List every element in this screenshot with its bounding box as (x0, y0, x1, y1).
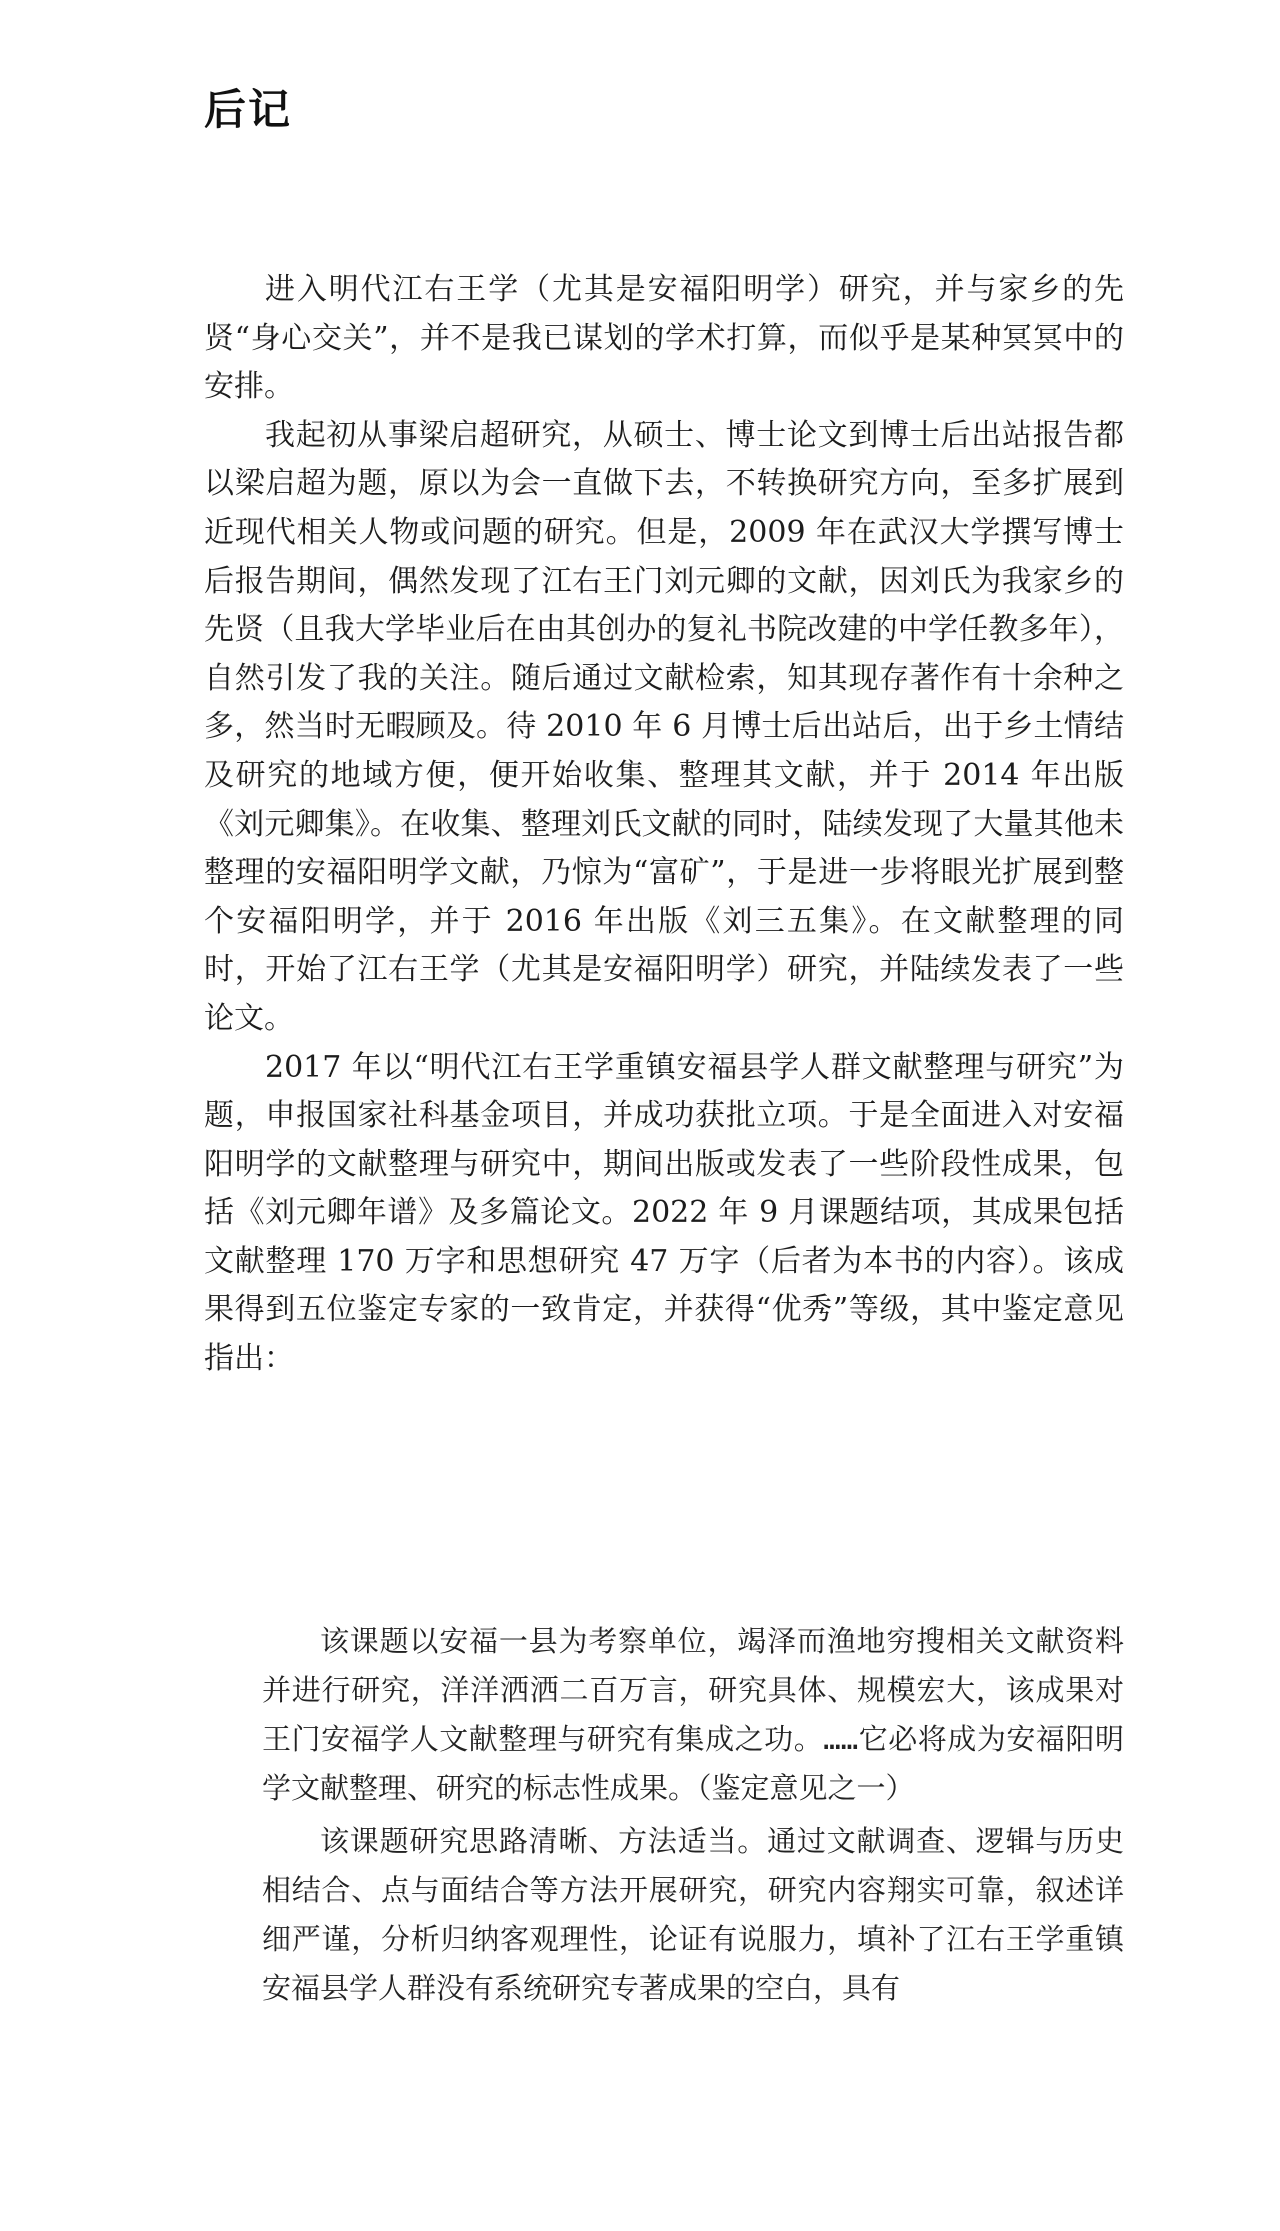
paragraph: 2017 年以“明代江右王学重镇安福县学人群文献整理与研究”为题，申报国家社科基金项目，并成功获批立项。于是全面进入对安福阳明学的文献整理与研究中，期间出版或发表了一些阶段性成果，包括《刘元卿年谱》及多篇论文。2022 年 9 月课题结项，其成果包括文献整理 170 万字和思想研究 47 万字（后者为本书的内容）。该成果得到五位鉴定专家的一致肯定，并获得“优秀”等级，其中鉴定意见指出： (204, 1049, 1124, 1377)
paragraph: 进入明代江右王学（尤其是安福阳明学）研究，并与家乡的先贤“身心交关”，并不是我已谋划的学术打算，而似乎是某种冥冥中的安排。 (204, 272, 1124, 405)
block-quote (262, 1617, 1124, 2013)
quote-paragraph: 该课题研究思路清晰、方法适当。通过文献调查、逻辑与历史相结合、点与面结合等方法开展研究，研究内容翔实可靠，叙述详细严谨，分析归纳客观理性，论证有说服力，填补了江右王学重镇安福县学人群没有系统研究专著成果的空白，具有 (262, 1824, 1124, 2005)
quote-paragraph: 该课题以安福一县为考察单位，竭泽而渔地穷搜相关文献资料并进行研究，洋洋洒洒二百万言，研究具体、规模宏大，该成果对王门安福学人文献整理与研究有集成之功。……它必将成为安福阳明学文献整理、研究的标志性成果。（鉴定意见之一） (262, 1624, 1124, 1805)
page-title: 后记 (204, 85, 293, 134)
body-text (204, 266, 1124, 1384)
paragraph: 我起初从事梁启超研究，从硕士、博士论文到博士后出站报告都以梁启超为题，原以为会一直做下去，不转换研究方向，至多扩展到近现代相关人物或问题的研究。但是，2009 年在武汉大学撰写博士后报告期间，偶然发现了江右王门刘元卿的文献，因刘氏为我家乡的先贤（且我大学毕业后在由其创办的复礼书院改建的中学任教多年），自然引发了我的关注。随后通过文献检索，知其现存著作有十余种之多，然当时无暇顾及。待 2010 年 6 月博士后出站后，出于乡土情结及研究的地域方便，便开始收集、整理其文献，并于 2014 年出版《刘元卿集》。在收集、整理刘氏文献的同时，陆续发现了大量其他未整理的安福阳明学文献，乃惊为“富矿”，于是进一步将眼光扩展到整个安福阳明学，并于 2016 年出版《刘三五集》。在文献整理的同时，开始了江右王学（尤其是安福阳明学）研究，并陆续发表了一些论文。 (204, 417, 1124, 1036)
